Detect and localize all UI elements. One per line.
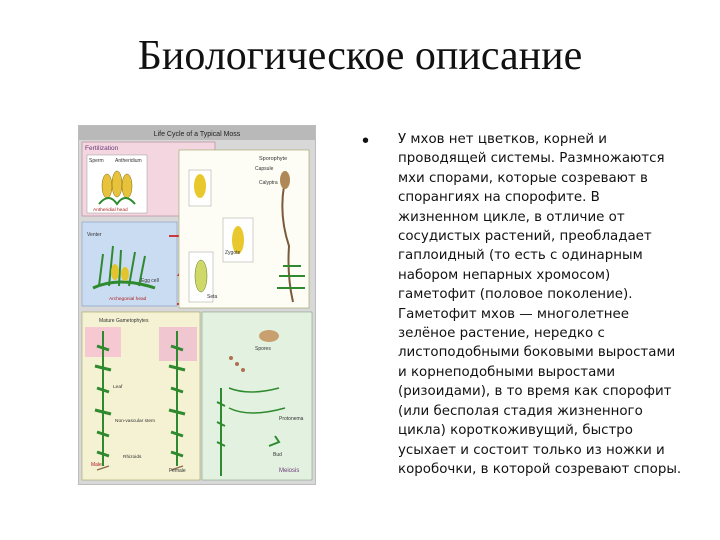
label-zygote: Zygote [225, 250, 241, 256]
label-seta: Seta [207, 294, 218, 300]
label-antheridial-head: Antheridial head [93, 208, 128, 213]
moss-life-cycle-figure [78, 125, 316, 485]
label-non-vascular-stem: Non-vascular stem [115, 419, 155, 424]
bullet-marker: • [362, 130, 370, 152]
label-venter: Venter [87, 232, 102, 238]
label-sperm: Sperm [89, 158, 104, 164]
label-male: Male [91, 462, 102, 468]
label-capsule: Capsule [255, 166, 274, 172]
label-protonema: Protonema [279, 416, 304, 422]
label-egg-cell: Egg cell [141, 278, 159, 284]
label-meiosis: Meiosis [279, 468, 300, 474]
label-bud: Bud [273, 452, 282, 458]
moss-life-cycle-diagram [79, 126, 315, 484]
label-mature-gametophytes: Mature Gametophytes [99, 318, 149, 324]
label-archegonial-head: Archegonial head [109, 297, 147, 302]
body-paragraph: У мхов нет цветков, корней и проводящей системы. Размножаются мхи спорами, которые созревают в спорангиях на спорофите. В жизненном цикле, в отличие от сосудистых растений, преобладает гаплоидный (то есть с одинарным набором непарных хромосом) гаметофит (половое поколение). Гаметофит мхов — многолетнее зелёное растение, нередко с листоподобными боковыми выростами и корнеподобными выростами (ризоидами), в то время как спорофит (или бесполая стадия жизненного цикла) короткоживущий, быстро усыхает и состоит только из ножки и коробочки, в которой созревают споры. [398, 132, 682, 477]
slide-title: Биологическое описание [137, 33, 583, 79]
meiosis-panel [202, 312, 312, 480]
label-fertilization: Fertilization [85, 145, 119, 152]
label-spores: Spores [255, 346, 271, 352]
label-female: Female [169, 468, 186, 474]
label-calyptra: Calyptra [259, 180, 278, 186]
figure-heading: Life Cycle of a Typical Moss [153, 131, 241, 138]
label-sporophyte: Sporophyte [259, 156, 288, 162]
label-antheridium: Antheridium [115, 158, 142, 164]
label-leaf: Leaf [113, 385, 123, 390]
label-rhizoids: Rhizoids [123, 455, 142, 460]
